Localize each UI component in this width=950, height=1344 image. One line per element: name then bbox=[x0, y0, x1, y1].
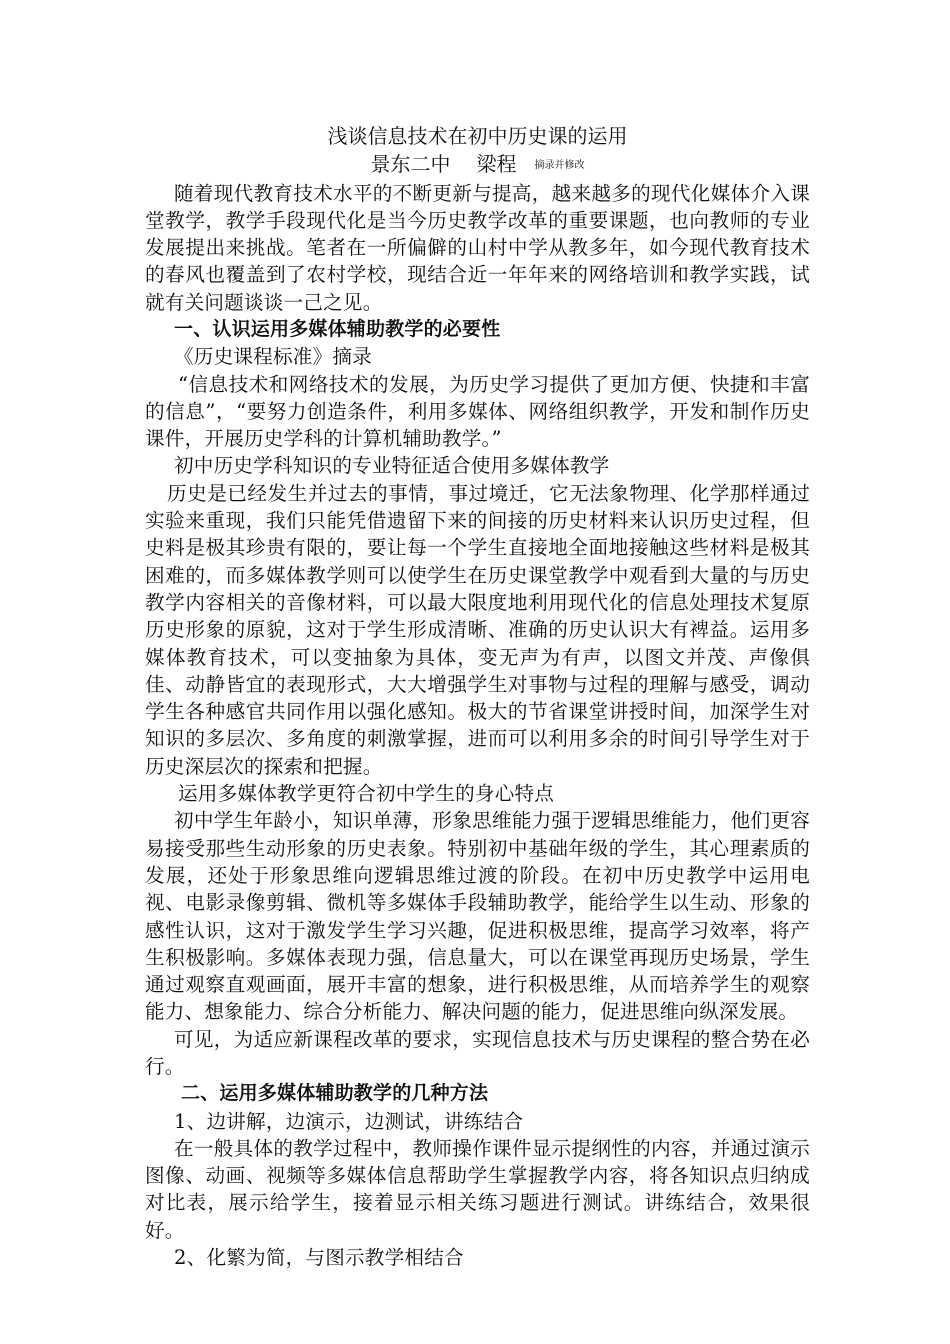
author-name: 梁程 bbox=[476, 152, 517, 176]
subheading-subject-feature: 初中历史学科知识的专业特征适合使用多媒体教学 bbox=[174, 454, 610, 478]
document-page bbox=[145, 122, 810, 1271]
subheading-method-1: 1、边讲解，边演示，边测试，讲练结合 bbox=[174, 1109, 524, 1133]
source-note: 摘录并修改 bbox=[534, 159, 585, 171]
paragraph-method-1: 在一般具体的教学过程中，教师操作课件显示提纲性的内容，并通过演示图像、动画、视频等多媒体信息帮助学生掌握教学内容，将各知识点归纳成对比表，展示给学生，接着显示相关练习题进行测试。讲练结合，效果很好。 bbox=[145, 1136, 810, 1242]
intro-paragraph: 随着现代教育技术水平的不断更新与提高，越来越多的现代化媒体介入课堂教学，教学手段现代化是当今历史教学改革的重要课题，也向教师的专业发展提出来挑战。笔者在一所偏僻的山村中学从教多年，如今现代教育技术的春风也覆盖到了农村学校，现结合近一年年来的网络培训和教学实践，试就有关问题谈谈一己之见。 bbox=[145, 181, 810, 314]
section-heading-2: 二、运用多媒体辅助教学的几种方法 bbox=[181, 1082, 489, 1105]
paragraph-student-feature: 初中学生年龄小，知识单薄，形象思维能力强于逻辑思维能力，他们更容易接受那些生动形象的历史表象。特别初中基础年级的学生，其心理素质的发展，还处于形象思维向逻辑思维过渡的阶段。在初中历史教学中运用电视、电影录像剪辑、微机等多媒体手段辅助教学，能给学生以生动、形象的感性认识，这对于激发学生学习兴趣，促进积极思维，提高学习效率，将产生积极影响。多媒体表现力强，信息量大，可以在课堂再现历史场景，学生通过观察直观画面，展开丰富的想象，进行积极思维，从而培养学生的观察能力、想象能力、综合分析能力、解决问题的能力，促进思维向纵深发展。 bbox=[145, 809, 810, 1024]
subheading-student-feature: 运用多媒体教学更符合初中学生的身心特点 bbox=[178, 782, 555, 806]
paragraph-standard-quote: “信息技术和网络技术的发展，为历史学习提供了更加方便、快捷和丰富的信息”，“要努力创造条件，利用多媒体、网络组织教学，开发和制作历史课件，开展历史学科的计算机辅助教学。” bbox=[145, 372, 810, 451]
section-heading-1: 一、认识运用多媒体辅助教学的必要性 bbox=[174, 317, 501, 340]
paragraph-history-feature: 历史是已经发生并过去的事情，事过境迁，它无法象物理、化学那样通过实验来重现，我们只能凭借遗留下来的间接的历史材料来认识历史过程，但史料是极其珍贵有限的，要让每一个学生直接地全面地接触这些材料是极其困难的，而多媒体教学则可以使学生在历史课堂教学中观看到大量的与历史教学内容相关的音像材料，可以最大限度地利用现代化的信息处理技术复原历史形象的原貌，这对于学生形成清晰、准确的历史认识大有裨益。运用多媒体教育技术，可以变抽象为具体，变无声为有声，以图文并茂、声像俱佳、动静皆宜的表现形式，大大增强学生对事物与过程的理解与感受，调动学生各种感官共同作用以强化感知。极大的节省课堂讲授时间，加深学生对知识的多层次、多角度的刺激掌握，进而可以利用多余的时间引导学生对于历史深层次的探索和把握。 bbox=[145, 481, 810, 778]
byline bbox=[145, 150, 810, 180]
subheading-method-2: 2、化繁为简，与图示教学相结合 bbox=[174, 1246, 464, 1270]
paragraph-conclusion: 可见，为适应新课程改革的要求，实现信息技术与历史课程的整合势在必行。 bbox=[145, 1027, 810, 1078]
paragraph-standard-title: 《历史课程标准》摘录 bbox=[174, 345, 372, 369]
document-title: 浅谈信息技术在初中历史课的运用 bbox=[327, 124, 628, 148]
author-school: 景东二中 bbox=[370, 152, 451, 176]
